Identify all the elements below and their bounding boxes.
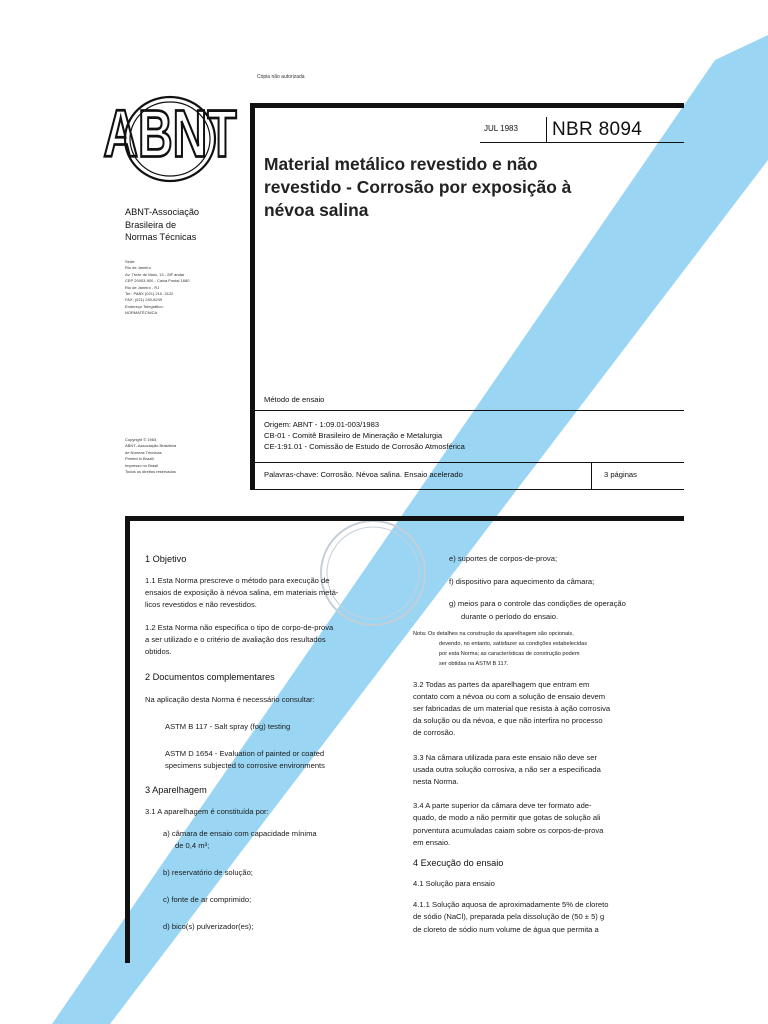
list-item-d: d) bico(s) pulverizador(es); — [163, 922, 254, 932]
para-3-3: 3.3 Na câmara utilizada para este ensaio não deve ser usada outra solução corrosiva, a não ser a especificada nesta Norma. — [413, 752, 601, 787]
list-item-g: g) meios para o controle das condições de operação durante o período do ensaio. — [449, 599, 626, 621]
header-left-rule — [250, 103, 255, 490]
copyright-notice: Copyright © 1983, ABNT–Associação Brasileira de Normas Técnicas Printed in Brazil/ Impresso no Brasil Todos os direitos reservados — [125, 437, 177, 475]
section-1-heading: 1 Objetivo — [145, 554, 187, 564]
keywords-top-rule — [255, 462, 684, 463]
page-count: 3 páginas — [604, 470, 637, 479]
subsection-4-1: 4.1 Solução para ensaio — [413, 879, 495, 889]
copy-notice: Cópia não autorizada — [257, 74, 305, 80]
para-1-1: 1.1 Esta Norma prescreve o método para execução de ensaios de exposição à névoa salina, em materiais metá- licos revestidos e não revestidos. — [145, 576, 339, 610]
org-name: ABNT-Associação Brasileira de Normas Técnicas — [125, 207, 200, 243]
standard-number: NBR 8094 — [552, 119, 643, 140]
reference-astm-d1654: ASTM D 1654 - Evaluation of painted or coated specimens subjected to corrosive environments — [165, 748, 325, 770]
body-top-rule — [125, 516, 684, 521]
section-3-heading: 3 Aparelhagem — [145, 785, 207, 796]
para-3-4: 3.4 A parte superior da câmara deve ter formato ade- quado, de modo a não permitir que gotas de solução ali porventura acumuladas caiam sobre os corpos-de-prova em ensaio. — [413, 801, 604, 847]
list-item-b: b) reservatório de solução; — [163, 867, 253, 877]
section-2-heading: 2 Documentos complementares — [145, 672, 275, 683]
document-title: Material metálico revestido e não revestido - Corrosão por exposição à névoa salina — [264, 154, 572, 220]
list-item-a: a) câmara de ensaio com capacidade mínima de 0,4 m³; — [163, 829, 317, 851]
number-box-divider — [546, 117, 547, 143]
keywords: Palavras-chave: Corrosão. Névoa salina. Ensaio acelerado — [264, 470, 463, 479]
right-column — [413, 553, 648, 936]
abnt-logo — [103, 95, 237, 183]
list-item-f: f) dispositivo para aquecimento da câmara; — [449, 577, 595, 587]
issue-date: JUL 1983 — [484, 124, 518, 133]
left-column — [145, 553, 365, 933]
header-bottom-rule — [255, 489, 684, 490]
body-left-rule — [125, 516, 130, 963]
origin-block: Origem: ABNT - 1:09.01-003/1983 CB-01 - Comitê Brasileiro de Mineração e Metalurgia CE-1:91.01 - Comissão de Estudo de Corrosão Atmosférica — [264, 420, 465, 451]
para-3-1: 3.1 A aparelhagem é constituída por: — [145, 807, 269, 817]
para-3-2: 3.2 Todas as partes da aparelhagem que entram em contato com a névoa ou com a solução de ensaio devem ser fabricadas de um material que resista à ação corrosiva da solução ou da névoa, e que não interfira no processo de corrosão. — [413, 679, 611, 738]
para-4-1-1: 4.1.1 Solução aquosa de aproximadamente 5% de cloreto de sódio (NaCl), preparada pela dissolução de (50 ± 5) g de cloreto de sódio num volume de água que permita a — [413, 900, 609, 934]
note: Nota: Os detalhes na construção da aparelhagem são opcionais, devendo, no entanto, satisfazer as condições estabelecidas por esta Norma; as características de construção podem ser obtidas na ASTM B 117. — [413, 630, 588, 668]
section-4-heading: 4 Execução do ensaio — [413, 858, 504, 869]
method-rule — [255, 410, 684, 411]
header-top-rule — [250, 103, 684, 108]
list-item-c: c) fonte de ar comprimido; — [163, 894, 252, 904]
para-2-intro: Na aplicação desta Norma é necessário consultar: — [145, 695, 315, 705]
method-type: Método de ensaio — [264, 395, 325, 404]
pages-divider — [591, 462, 592, 489]
number-underline — [546, 142, 684, 143]
list-item-e: e) suportes de corpos-de-prova; — [449, 554, 558, 563]
date-underline — [480, 142, 546, 143]
para-1-2: 1.2 Esta Norma não especifica o tipo de corpo-de-prova a ser utilizado e o critério de avaliação dos resultados obtidos. — [145, 622, 334, 657]
org-address: Sede: Rio de Janeiro Av. Treze de Maio, 13 - 28º andar CEP 20003-900 - Caixa Postal 1680 Rio de Janeiro - RJ Tel.: PABX (021) 210 -3122 FAX: (021) 240-8249 Endereço Telegráfico: NORMATÉCNICA — [125, 259, 190, 316]
reference-astm-b117: ASTM B 117 - Salt spray (fog) testing — [165, 722, 291, 732]
logo-text: ABNT — [103, 96, 237, 172]
